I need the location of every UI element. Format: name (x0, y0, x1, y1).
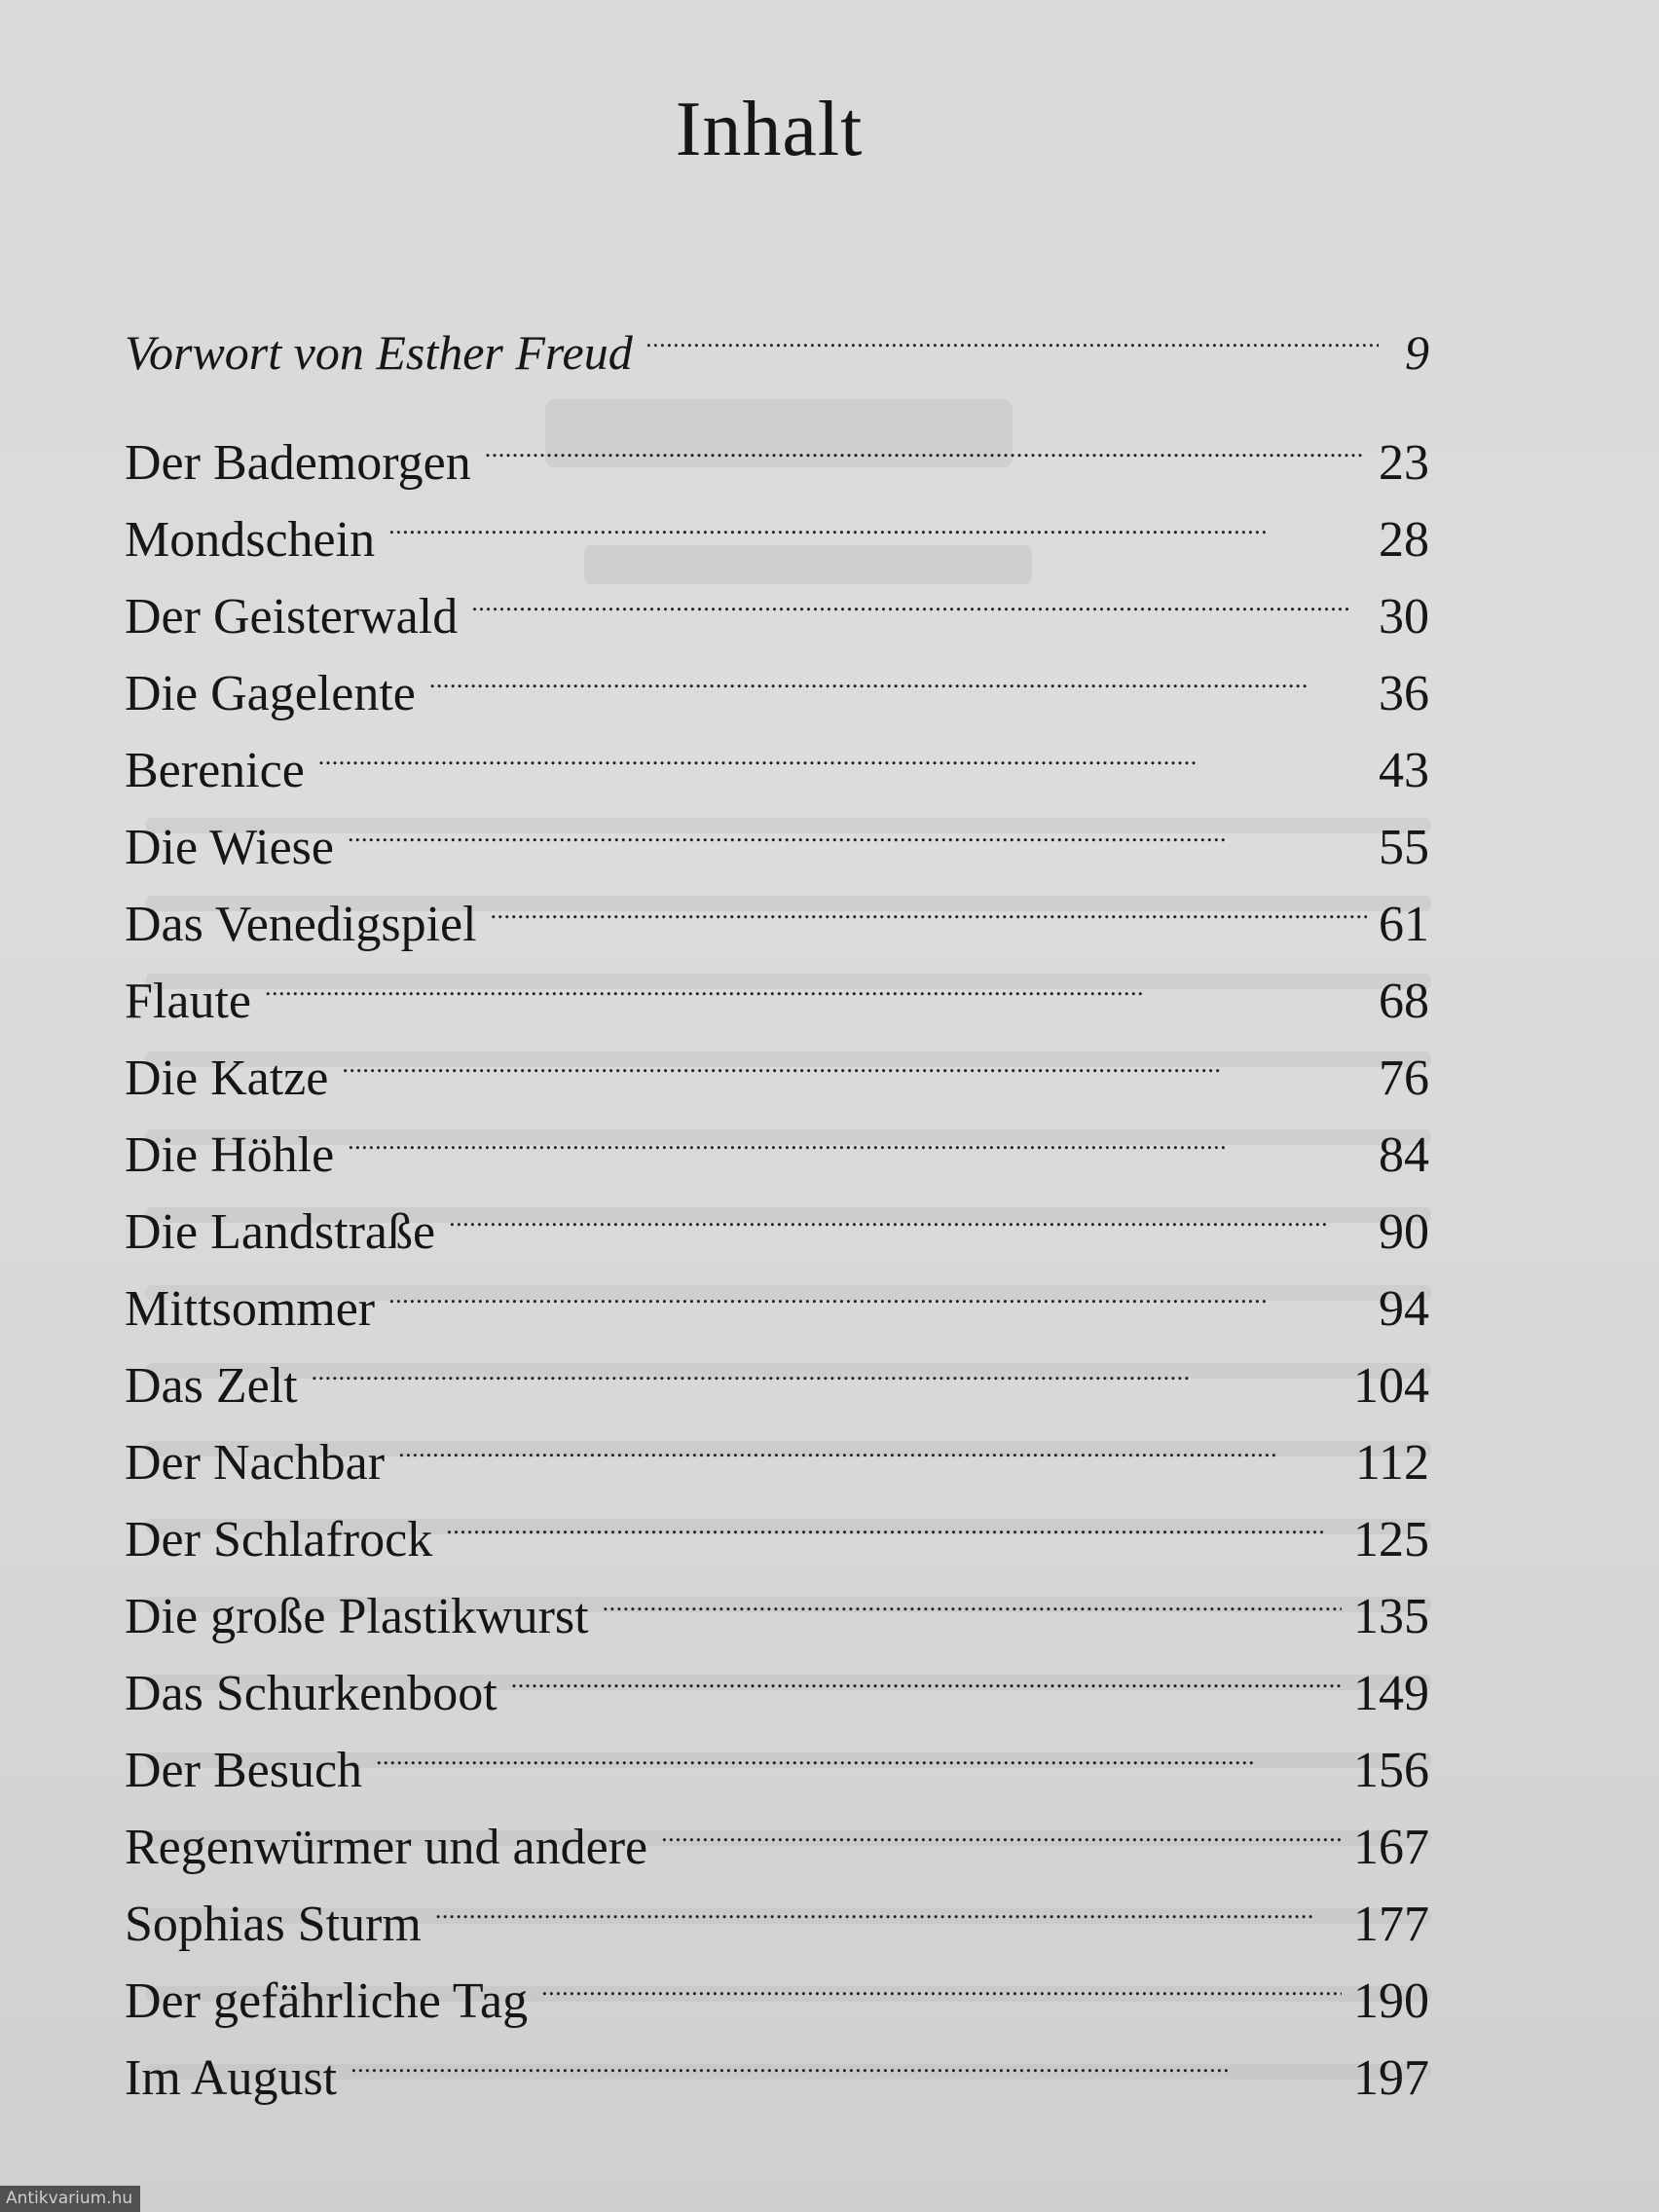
toc-entry-page: 190 (1353, 1973, 1429, 2029)
toc-entry (125, 1633, 1429, 1721)
toc-entry-page: 30 (1379, 589, 1429, 645)
dot-leader (348, 1094, 1367, 1171)
dot-leader (376, 1710, 1342, 1787)
toc-entry (125, 2017, 1429, 2106)
toc-entry (125, 1479, 1429, 1567)
dot-leader (661, 1787, 1342, 1863)
site-watermark: Antikvarium.hu (0, 2186, 140, 2212)
toc-entry-page: 76 (1379, 1051, 1429, 1106)
dot-leader (511, 1633, 1342, 1710)
dot-leader (491, 864, 1367, 940)
dot-leader (541, 1940, 1342, 2017)
dot-leader (398, 1402, 1344, 1479)
toc-entry-page: 104 (1353, 1358, 1429, 1414)
dot-leader (388, 479, 1367, 556)
dot-leader (388, 1248, 1367, 1325)
toc-entry-page: 149 (1353, 1666, 1429, 1721)
toc-entry-label: Das Schurkenboot (125, 1666, 498, 1721)
dot-leader (603, 1556, 1342, 1633)
toc-entry-page: 23 (1379, 435, 1429, 491)
toc-entry (125, 1248, 1429, 1337)
toc-entry-label: Der Besuch (125, 1743, 363, 1798)
table-of-contents (125, 292, 1429, 2106)
toc-entry-label: Im August (125, 2050, 338, 2106)
toc-entry (125, 1325, 1429, 1414)
toc-entry-page: 36 (1379, 666, 1429, 721)
toc-entry-label: Die große Plastikwurst (125, 1589, 589, 1644)
toc-entry-page: 112 (1354, 1435, 1429, 1491)
toc-entry-label: Vorwort von Esther Freud (125, 325, 633, 380)
toc-entry (125, 633, 1429, 721)
toc-entry (125, 402, 1429, 491)
toc-entry (125, 556, 1429, 645)
toc-entry-label: Die Gagelente (125, 666, 416, 721)
toc-entry-page: 177 (1353, 1897, 1429, 1952)
dot-leader (348, 787, 1367, 864)
toc-entry-page: 9 (1405, 325, 1429, 380)
toc-entry-label: Der Bademorgen (125, 435, 471, 491)
toc-entry-label: Das Venedigspiel (125, 897, 477, 952)
toc-entry-page: 55 (1379, 820, 1429, 875)
dot-leader (342, 1017, 1367, 1094)
toc-entry-page: 43 (1379, 743, 1429, 798)
toc-entry (125, 1863, 1429, 1952)
toc-entry-label: Der Schlafrock (125, 1512, 433, 1567)
toc-entry-label: Die Höhle (125, 1127, 335, 1183)
toc-entry-label: Der gefährliche Tag (125, 1973, 529, 2029)
toc-entry-label: Die Wiese (125, 820, 334, 875)
dot-leader (449, 1171, 1367, 1248)
toc-entry (125, 1402, 1429, 1491)
toc-entry (125, 1094, 1429, 1183)
dot-leader (435, 1863, 1342, 1940)
dot-leader (265, 940, 1367, 1017)
toc-entry-page: 167 (1353, 1820, 1429, 1875)
toc-entry-label: Der Nachbar (125, 1435, 386, 1491)
toc-entry (125, 710, 1429, 798)
dot-leader (646, 292, 1379, 369)
dot-leader (471, 556, 1367, 633)
toc-entry (125, 787, 1429, 875)
dot-leader (350, 2017, 1342, 2094)
toc-entry-page: 84 (1379, 1127, 1429, 1183)
toc-entry (125, 1787, 1429, 1875)
toc-entry-page: 28 (1379, 512, 1429, 568)
toc-entry (125, 1556, 1429, 1644)
toc-entry (125, 479, 1429, 568)
toc-entry (125, 864, 1429, 952)
toc-entry-page: 61 (1379, 897, 1429, 952)
toc-entry-label: Regenwürmer und andere (125, 1820, 648, 1875)
page-title: Inhalt (675, 87, 864, 172)
toc-entry-page: 125 (1353, 1512, 1429, 1567)
toc-entry-label: Der Geisterwald (125, 589, 459, 645)
toc-entry-label: Sophias Sturm (125, 1897, 422, 1952)
toc-entry (125, 1710, 1429, 1798)
toc-entry-label: Mondschein (125, 512, 376, 568)
toc-entry-preface (125, 292, 1429, 380)
toc-entry-page: 68 (1379, 974, 1429, 1029)
toc-entry (125, 1017, 1429, 1106)
toc-entry-label: Die Katze (125, 1051, 329, 1106)
toc-entry-label: Mittsommer (125, 1281, 376, 1337)
toc-entry-label: Das Zelt (125, 1358, 298, 1414)
toc-entry-page: 156 (1353, 1743, 1429, 1798)
toc-entry-page: 94 (1379, 1281, 1429, 1337)
toc-entry (125, 940, 1429, 1029)
toc-entry-label: Die Landstraße (125, 1204, 436, 1260)
toc-entry-label: Flaute (125, 974, 251, 1029)
toc-entry (125, 1940, 1429, 2029)
toc-entry-label: Berenice (125, 743, 305, 798)
dot-leader (446, 1479, 1342, 1556)
toc-entry-page: 197 (1353, 2050, 1429, 2106)
dot-leader (485, 402, 1367, 479)
dot-leader (312, 1325, 1342, 1402)
dot-leader (318, 710, 1367, 787)
toc-entry-page: 135 (1353, 1589, 1429, 1644)
toc-entry-page: 90 (1379, 1204, 1429, 1260)
toc-entry (125, 1171, 1429, 1260)
dot-leader (429, 633, 1367, 710)
